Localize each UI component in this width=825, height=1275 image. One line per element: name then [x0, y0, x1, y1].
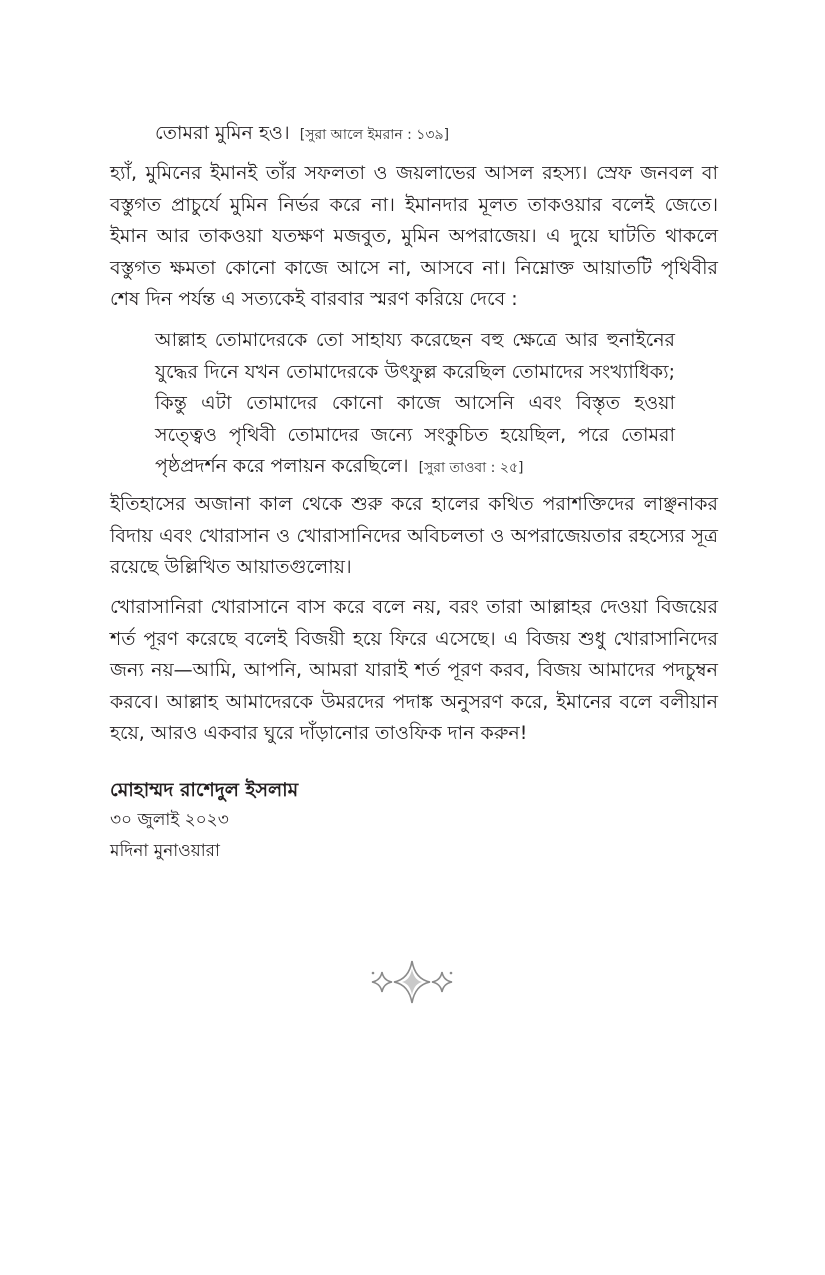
author-name: মোহাম্মদ রাশেদুল ইসলাম: [110, 779, 299, 801]
star-ornament-icon: [362, 955, 462, 1009]
quoted-verse-top: [155, 118, 715, 150]
quote-text: আল্লাহ তোমাদেরকে তো সাহায্য করেছেন বহু ক্ষেত্রে আর হুনাইনের যুদ্ধের দিনে যখন তোমাদেরকে উৎফুল্ল করেছিল তোমাদের সংখ্যাধিক্য; কিন্তু এটা তোমাদের কোনো কাজে আসেনি এবং বিস্তৃত হওয়া সত্ত্বেও পৃথিবী তোমাদের জন্যে সংকুচিত হয়েছিল, পরে তোমরা পৃষ্ঠপ্রদর্শন করে পলায়ন করেছিলে।: [155, 329, 675, 477]
signature-date: ৩০ জুলাই ২০২৩: [110, 810, 229, 830]
paragraph-3: খোরাসানিরা খোরাসানে বাস করে বলে নয়, বরং তারা আল্লাহর দেওয়া বিজয়ের শর্ত পূরণ করেছে বলেই বিজয়ী হয়ে ফিরে এসেছে। এ বিজয় শুধু খোরাসানিদের জন্য নয়—আমি, আপনি, আমরা যারাই শর্ত পূরণ করব, বিজয় আমাদের পদচুম্বন করবে। আল্লাহ আমাদেরকে উমরদের পদাঙ্ক অনুসরণ করে, ইমানের বলে বলীয়ান হয়ে, আরও একবার ঘুরে দাঁড়ানোর তাওফিক দান করুন!: [110, 596, 718, 744]
verse-reference: [সুরা আলে ইমরান : ১৩৯]: [299, 127, 450, 143]
paragraph-1: হ্যাঁ, মুমিনের ইমানই তাঁর সফলতা ও জয়লাভের আসল রহস্য। স্রেফ জনবল বা বস্তুগত প্রাচুর্যে মুমিন নির্ভর করে না। ইমানদার মূলত তাকওয়ার বলেই জেতে। ইমান আর তাকওয়া যতক্ষণ মজবুত, মুমিন অপরাজেয়। এ দুয়ে ঘাটতি থাকলে বস্তুগত ক্ষমতা কোনো কাজে আসে না, আসবে না। নিম্নোক্ত আয়াতটি পৃথিবীর শেষ দিন পর্যন্ত এ সত্যকেই বারবার স্মরণ করিয়ে দেবে :: [110, 162, 718, 310]
quote-reference: [সুরা তাওবা : ২৫]: [418, 460, 524, 476]
signature-block: [110, 775, 510, 867]
paragraph-2: ইতিহাসের অজানা কাল থেকে শুরু করে হালের কথিত পরাশক্তিদের লাঞ্ছনাকর বিদায় এবং খোরাসান ও খোরাসানিদের অবিচলতা ও অপরাজেয়তার রহস্যের সূত্র রয়েছে উল্লিখিত আয়াতগুলোয়।: [110, 493, 718, 578]
signature-place: মদিনা মুনাওয়ারা: [110, 841, 220, 861]
verse-text: তোমরা মুমিন হও।: [155, 122, 290, 144]
block-quote: [155, 325, 675, 485]
